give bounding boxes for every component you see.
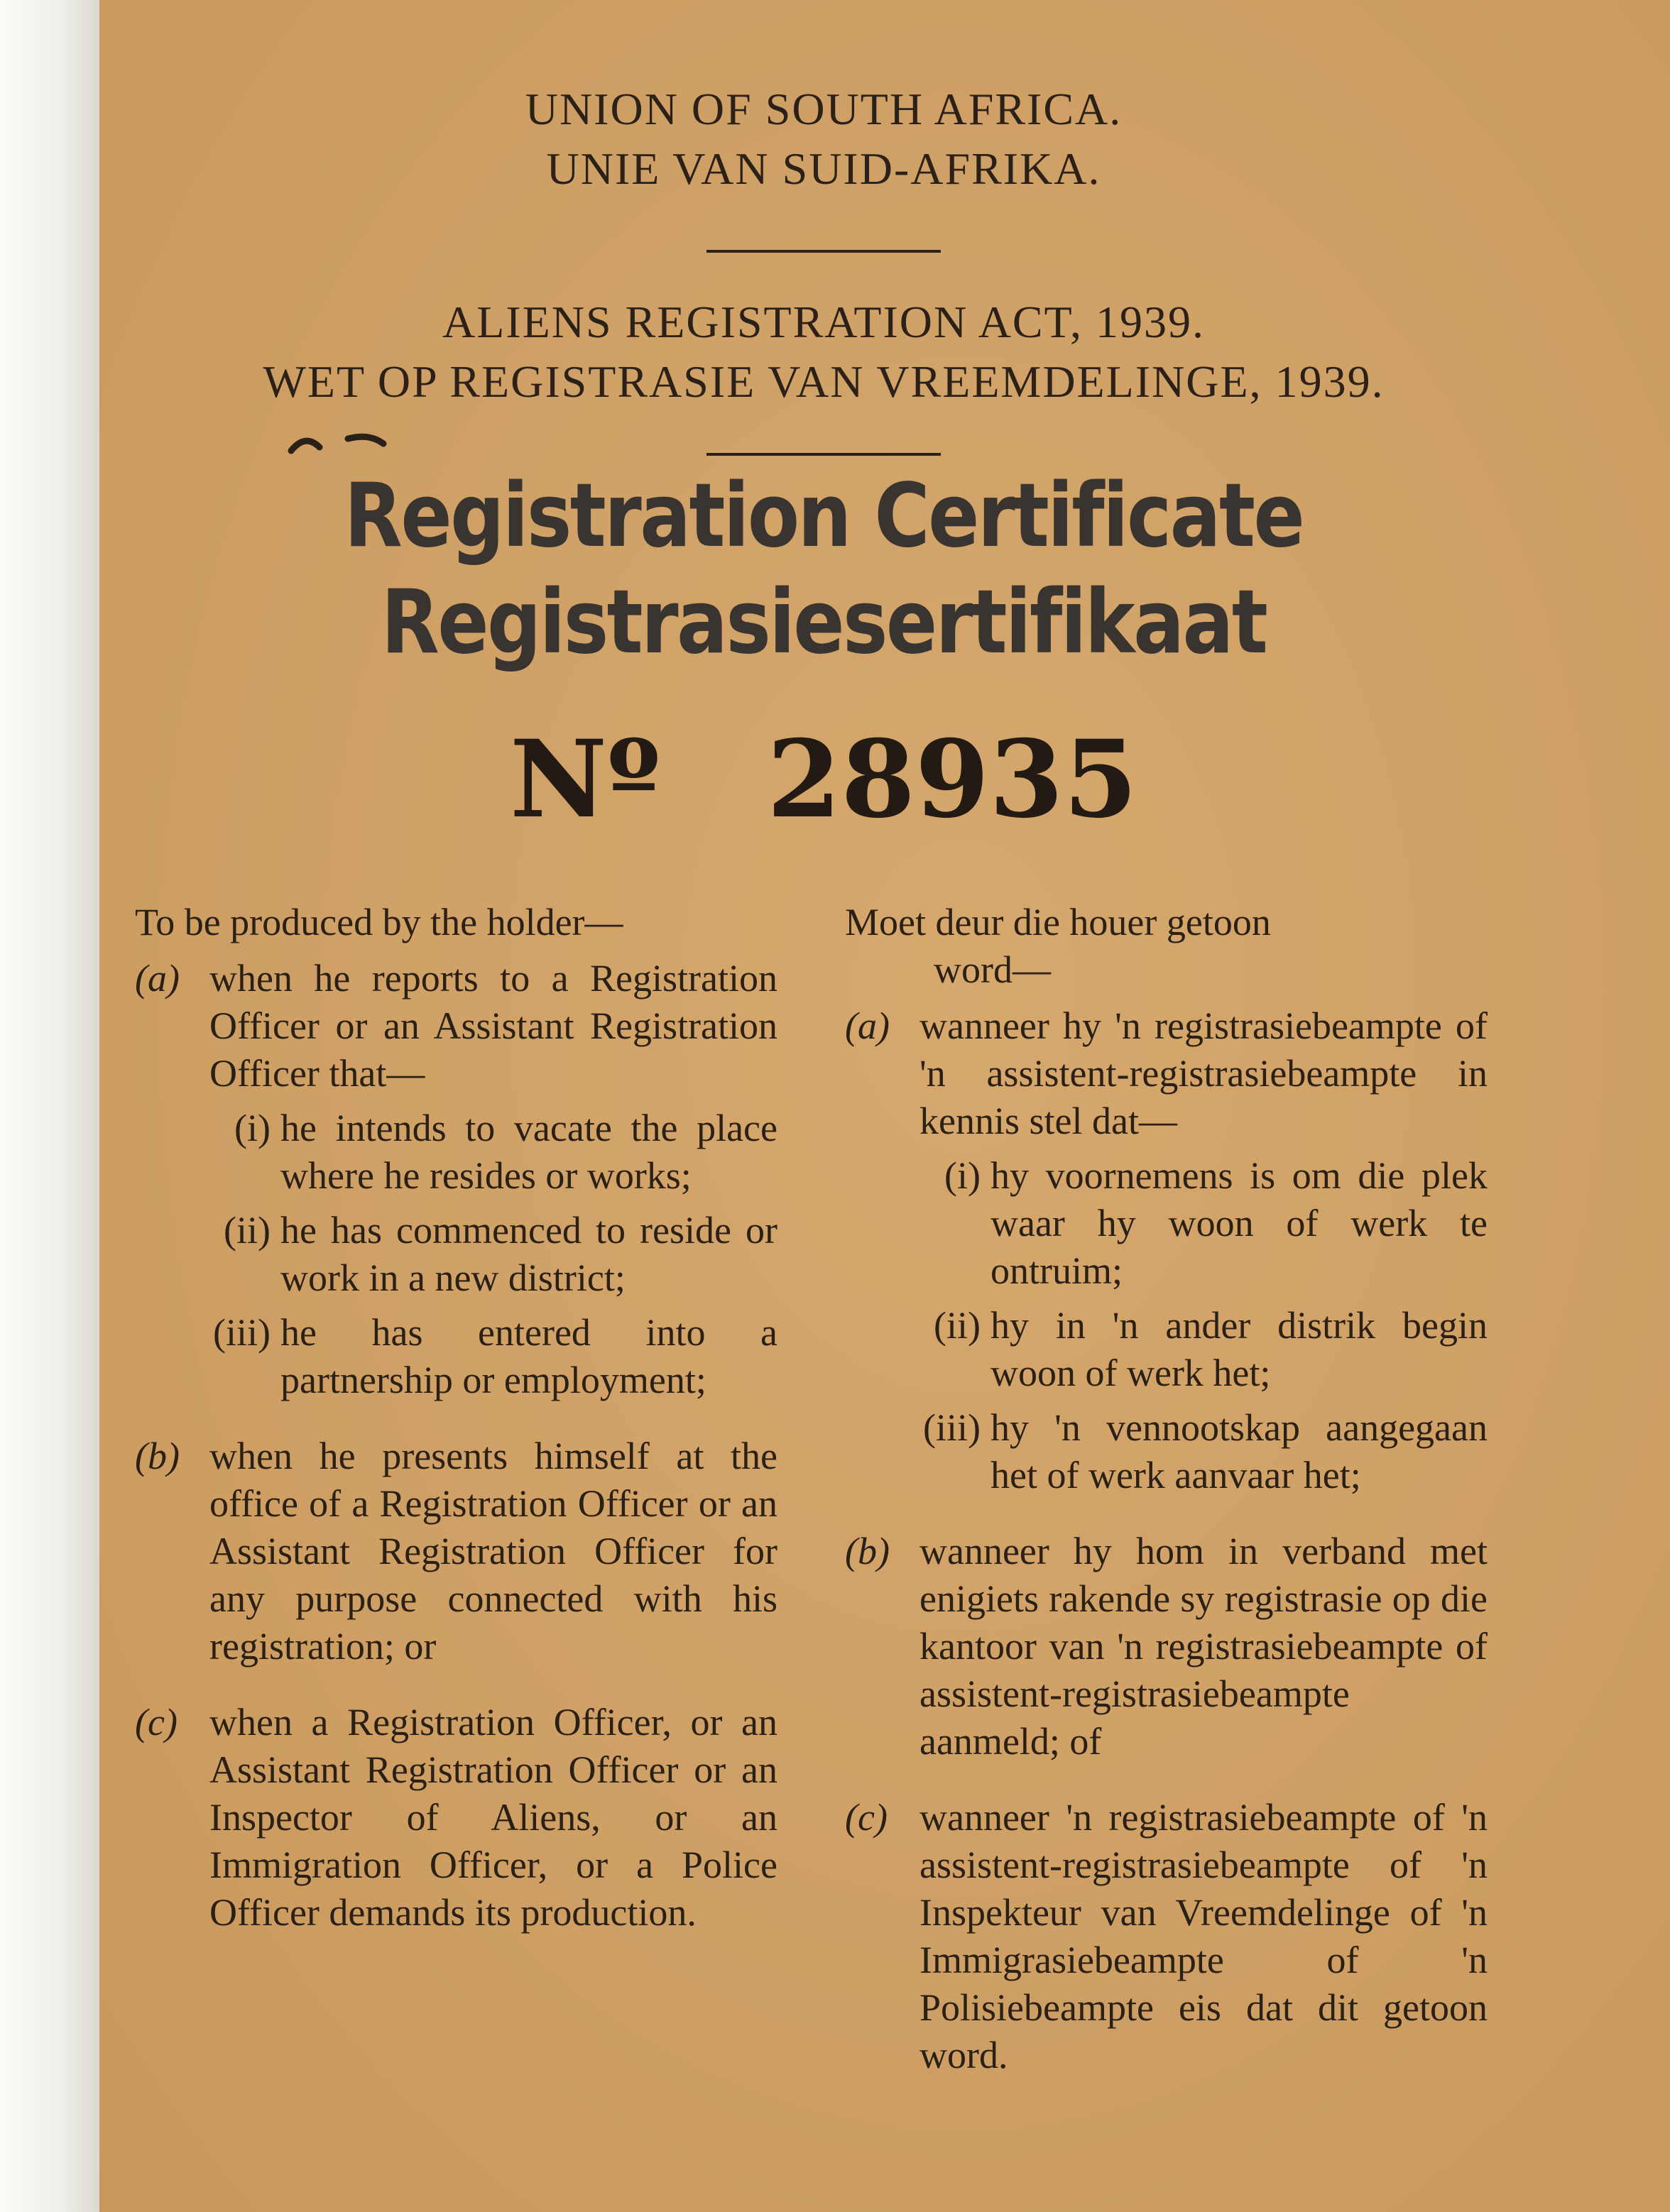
subclause-ii <box>209 1207 777 1302</box>
subclause-label: (i) <box>234 1107 271 1149</box>
number-label: Nº <box>510 717 661 842</box>
document-header <box>99 80 1548 456</box>
afrikaans-instructions <box>845 899 1488 2079</box>
clause-label: (a) <box>845 1004 890 1047</box>
subclause-text: he has entered into a partnership or employment; <box>280 1311 777 1401</box>
clause-label: (b) <box>845 1530 890 1572</box>
intro-text-continued: word— <box>934 948 1051 991</box>
subclause-text: he has commenced to reside or work in a new district; <box>280 1209 777 1299</box>
clause-label: (a) <box>135 957 180 1000</box>
clause-text: wanneer hy hom in verband met enigiets rakende sy registrasie op die kantoor van 'n registrasiebeampte of assistent-registrasiebeampte aanmeld; of <box>919 1530 1488 1763</box>
subclause-ii <box>919 1302 1488 1397</box>
number-value: 28935 <box>767 717 1137 842</box>
clause-label: (c) <box>845 1796 888 1839</box>
pen-mark-flourish <box>284 419 497 461</box>
subclause-label: (iii) <box>213 1311 271 1354</box>
clause-c <box>135 1699 777 1937</box>
clause-b <box>845 1528 1488 1765</box>
divider-rule <box>706 453 941 456</box>
divider-rule <box>706 250 941 253</box>
subclause-i <box>209 1105 777 1200</box>
clause-text: when he presents himself at the office of a Registration Officer or an Assistant Registration Officer for any purpose connected with his registration; or <box>209 1435 777 1668</box>
clause-c <box>845 1794 1488 2079</box>
subclause-label: (ii) <box>934 1304 981 1347</box>
clause-b <box>135 1433 777 1670</box>
clause-label: (b) <box>135 1435 180 1477</box>
english-instructions <box>135 899 777 1937</box>
act-title-en: ALIENS REGISTRATION ACT, 1939. <box>442 297 1205 347</box>
certificate-title-af: Registrasiesertifikaat <box>381 571 1267 674</box>
subclause-label: (i) <box>944 1154 981 1197</box>
certificate-number <box>99 717 1548 842</box>
intro-text: To be produced by the holder— <box>135 901 623 943</box>
act-title-af: WET OP REGISTRASIE VAN VREEMDELINGE, 1939. <box>263 356 1385 407</box>
subclause-text: hy 'n vennootskap aangegaan het of werk aanvaar het; <box>990 1406 1488 1496</box>
subclause-iii <box>919 1404 1488 1499</box>
clause-text: when a Registration Officer, or an Assistant Registration Officer or an Inspector of Aliens, or an Immigration Officer, or a Police Officer demands its production. <box>209 1701 777 1934</box>
clause-a <box>845 1002 1488 1499</box>
binding-spine <box>0 0 105 2212</box>
subclause-label: (iii) <box>923 1406 981 1449</box>
clause-label: (c) <box>135 1701 178 1743</box>
clause-a <box>135 955 777 1404</box>
subclause-text: hy in 'n ander distrik begin woon of werk het; <box>990 1304 1488 1394</box>
subclause-text: he intends to vacate the place where he resides or works; <box>280 1107 777 1197</box>
certificate-title-en: Registration Certificate <box>344 465 1304 567</box>
clause-text: wanneer hy 'n registrasiebeampte of 'n assistent-registrasiebeampte in kennis stel dat— <box>919 1004 1488 1142</box>
clause-text: wanneer 'n registrasiebeampte of 'n assistent-registrasiebeampte of 'n Inspekteur van Vreemdelinge of 'n Immigrasiebeampte of 'n Polisiebeampte eis dat dit getoon word. <box>919 1796 1488 2076</box>
subclause-text: hy voornemens is om die plek waar hy woon of werk te ontruim; <box>990 1154 1488 1292</box>
subclause-i <box>919 1152 1488 1295</box>
country-name-en: UNION OF SOUTH AFRICA. <box>525 84 1123 134</box>
country-name-af: UNIE VAN SUID-AFRIKA. <box>546 143 1101 194</box>
subclause-label: (ii) <box>224 1209 271 1252</box>
subclause-iii <box>209 1309 777 1404</box>
clause-text: when he reports to a Registration Officer or an Assistant Registration Officer that— <box>209 957 777 1095</box>
intro-text: Moet deur die houer getoon <box>845 901 1271 943</box>
